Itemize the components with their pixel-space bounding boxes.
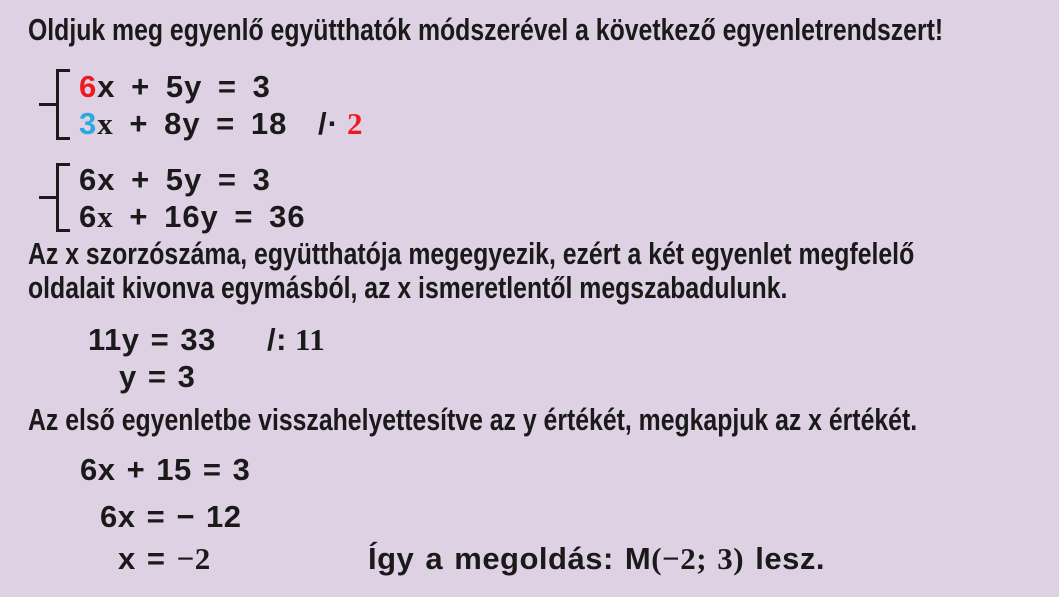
system1-operation — [318, 105, 363, 142]
slide-title: Oldjuk meg egyenlő együtthatók módszerével a következő egyenletrendszert! — [28, 12, 944, 47]
system2-bracket — [56, 163, 70, 232]
equation-rhs: − 12 — [176, 499, 242, 534]
equation-rest: + 16y = 36 — [113, 199, 306, 234]
equation-6x-neg12 — [100, 498, 242, 535]
equation-6x-15-3 — [80, 451, 250, 488]
conclusion-text — [368, 540, 825, 577]
solution-point: (−2; 3) — [651, 541, 745, 576]
equation-lhs: 6x = — [100, 499, 177, 534]
system1-equation2 — [79, 105, 287, 142]
explanation-paragraph-2: Az első egyenletbe visszahelyettesítve az y értékét, megkapjuk az x értékét. — [28, 402, 918, 437]
conclusion-suffix: lesz. — [744, 541, 825, 576]
coefficient-6: 6 — [79, 199, 98, 234]
multiplier-value-red: 2 — [346, 106, 364, 141]
variable-x: x — [97, 69, 116, 104]
equation-rhs: −2 — [176, 541, 211, 576]
divide-operator: /: — [267, 322, 287, 357]
variable-x: x — [97, 199, 114, 234]
coefficient-3-blue: 3 — [79, 106, 98, 141]
equation-x-result — [118, 540, 211, 577]
explanation1-line1: Az x szorzószáma, együtthatója megegyezik, ezért a két egyenlet megfelelő — [28, 236, 915, 271]
equation-11y-33 — [88, 321, 216, 358]
equation-text: y = 3 — [119, 359, 196, 394]
equation-rest: + 8y = 18 — [113, 106, 288, 141]
equation-text: 11y = 33 — [88, 322, 216, 357]
divide-operation — [267, 321, 325, 358]
equation-rest: + 5y = 3 — [115, 69, 271, 104]
system1-bracket — [56, 69, 70, 140]
divisor-value: 11 — [294, 322, 326, 357]
equation-text: 6x + 5y = 3 — [79, 162, 271, 197]
explanation-paragraph-1 — [28, 237, 1059, 305]
multiply-operator: /· — [318, 106, 339, 141]
system2-equation1 — [79, 161, 271, 198]
coefficient-6-red: 6 — [79, 69, 98, 104]
equation-lhs: x = — [118, 541, 177, 576]
explanation1-line2: oldalait kivonva egymásból, az x ismeretlentől megszabadulunk. — [28, 270, 788, 305]
equation-text: 6x + 15 = 3 — [80, 452, 251, 487]
variable-x: x — [97, 106, 114, 141]
system1-equation1 — [79, 68, 271, 105]
conclusion-prefix: Így a megoldás: M — [368, 541, 652, 576]
equation-y-result — [119, 358, 195, 395]
system2-equation2 — [79, 198, 306, 235]
